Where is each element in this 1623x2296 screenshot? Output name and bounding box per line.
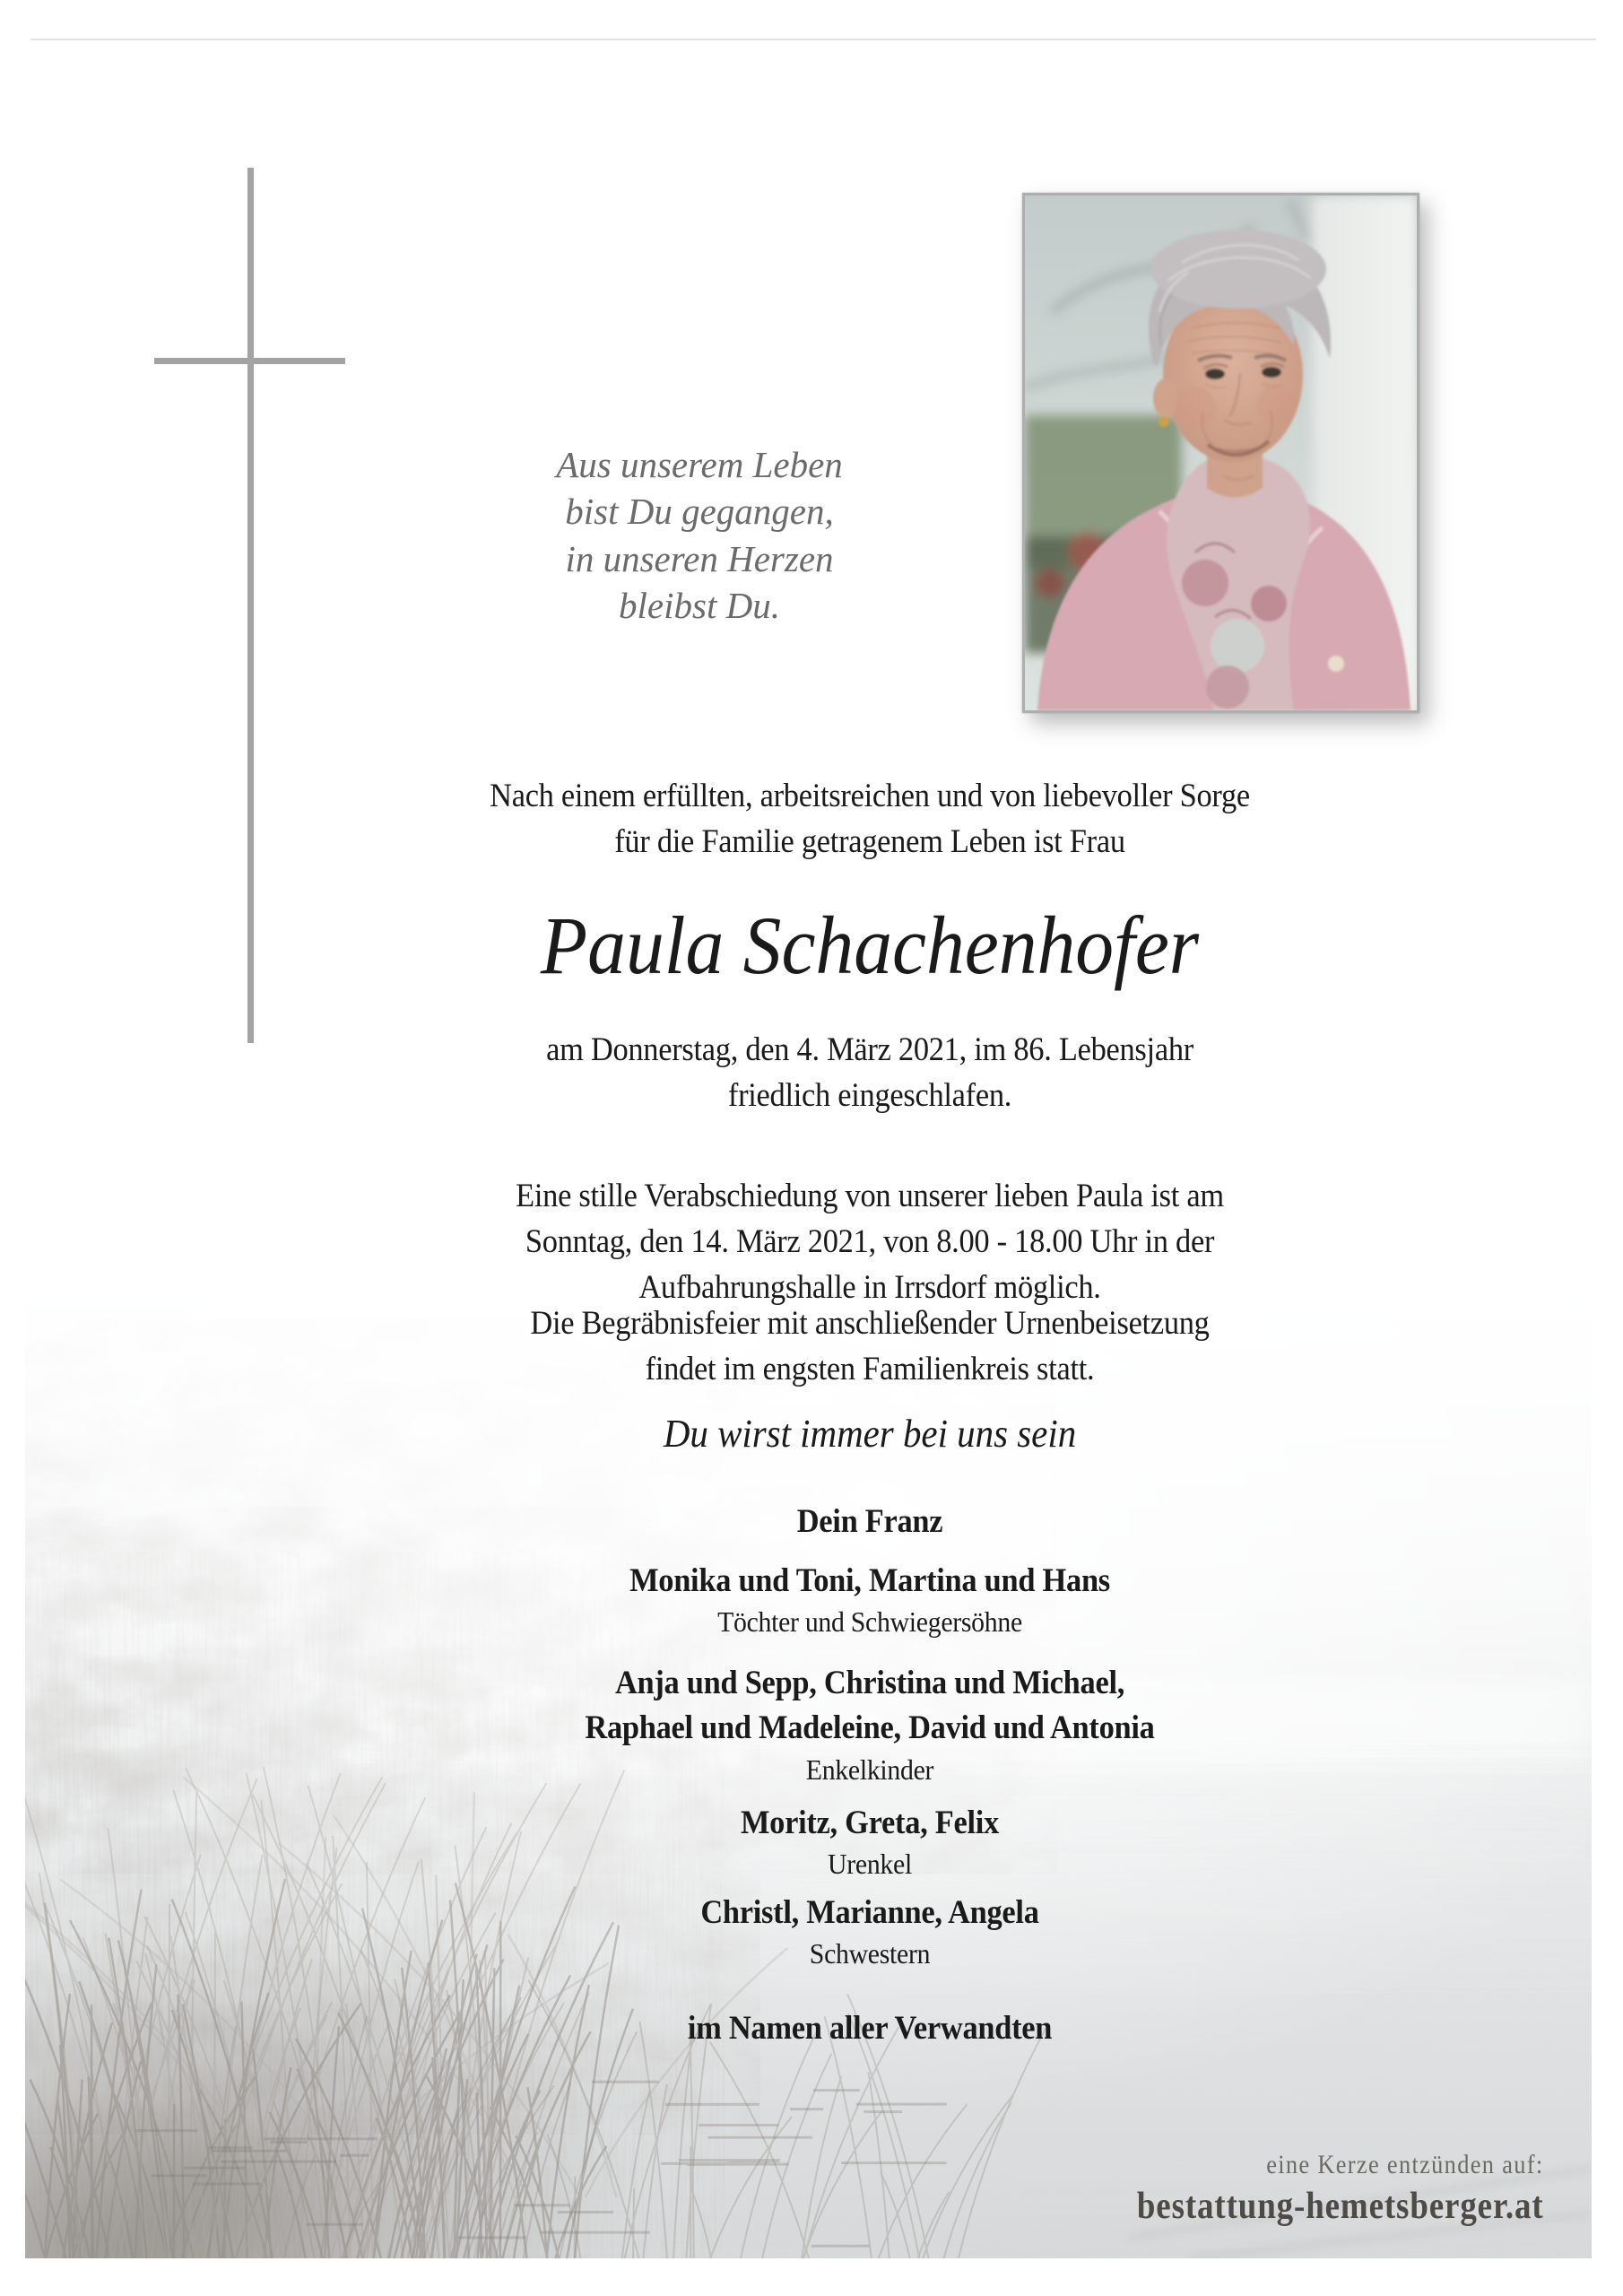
mourner-group-grandchildren	[378, 1661, 1361, 1787]
mourning-poem	[404, 441, 995, 630]
mourner-role: Enkelkinder	[805, 1752, 934, 1786]
death-notice	[378, 1027, 1361, 1118]
mourner-names: Raphael und Madeleine, David und Antonia	[585, 1709, 1155, 1747]
funeral-line: Die Begräbnisfeier mit anschließender Urnenbeisetzung	[530, 1305, 1210, 1342]
intro-text	[378, 773, 1361, 865]
death-notice-line: friedlich eingeschlafen.	[727, 1077, 1012, 1115]
funeral-notice	[378, 1300, 1361, 1392]
poem-line: Aus unserem Leben	[556, 444, 843, 485]
mourner-role: Schwestern	[809, 1937, 931, 1970]
funeral-home-footer	[1137, 2149, 1544, 2232]
mourner-names: Anja und Sepp, Christina und Michael,	[614, 1665, 1125, 1701]
candle-hint-text: eine Kerze entzünden auf:	[1266, 2150, 1544, 2179]
portrait-photo	[1022, 193, 1419, 713]
farewell-notice	[378, 1173, 1361, 1310]
funeral-line: findet im engsten Familienkreis statt.	[645, 1351, 1095, 1388]
closing-line: im Namen aller Verwandten	[687, 2010, 1053, 2047]
cross-icon	[154, 358, 345, 364]
death-notice-line: am Donnerstag, den 4. März 2021, im 86. Lebensjahr	[546, 1031, 1193, 1068]
mourner-group-sisters	[378, 1891, 1361, 1971]
intro-line: Nach einem erfüllten, arbeitsreichen und von liebevoller Sorge	[490, 778, 1250, 814]
mourner-group-daughters	[378, 1559, 1361, 1639]
mourner-husband: Dein Franz	[796, 1503, 943, 1540]
mourner-role: Töchter und Schwiegersöhne	[717, 1605, 1022, 1639]
mourner-names: Monika und Toni, Martina und Hans	[629, 1562, 1110, 1599]
poem-line: bist Du gegangen,	[565, 491, 834, 533]
farewell-line: Sonntag, den 14. März 2021, von 8.00 - 18.00 Uhr in der	[525, 1223, 1215, 1261]
intro-line: für die Familie getragenem Leben ist Frau	[614, 823, 1125, 861]
farewell-line: Eine stille Verabschiedung von unserer lieben Paula ist am	[516, 1178, 1224, 1214]
mourner-names: Moritz, Greta, Felix	[740, 1805, 1000, 1841]
mourner-role: Urenkel	[828, 1848, 912, 1881]
mourner-names: Christl, Marianne, Angela	[700, 1894, 1039, 1931]
motto-text: Du wirst immer bei uns sein	[663, 1412, 1077, 1456]
poem-line: bleibst Du.	[619, 585, 780, 627]
funeral-home-website: bestattung-hemetsberger.at	[1137, 2186, 1544, 2227]
farewell-line: Aufbahrungshalle in Irrsdorf möglich.	[638, 1269, 1101, 1307]
card-top-edge-line	[30, 39, 1596, 40]
deceased-name: Paula Schachenhofer	[540, 900, 1200, 991]
poem-line: in unseren Herzen	[565, 537, 834, 579]
cross-icon	[247, 168, 254, 1043]
mourner-group-great-grandchildren	[378, 1801, 1361, 1882]
